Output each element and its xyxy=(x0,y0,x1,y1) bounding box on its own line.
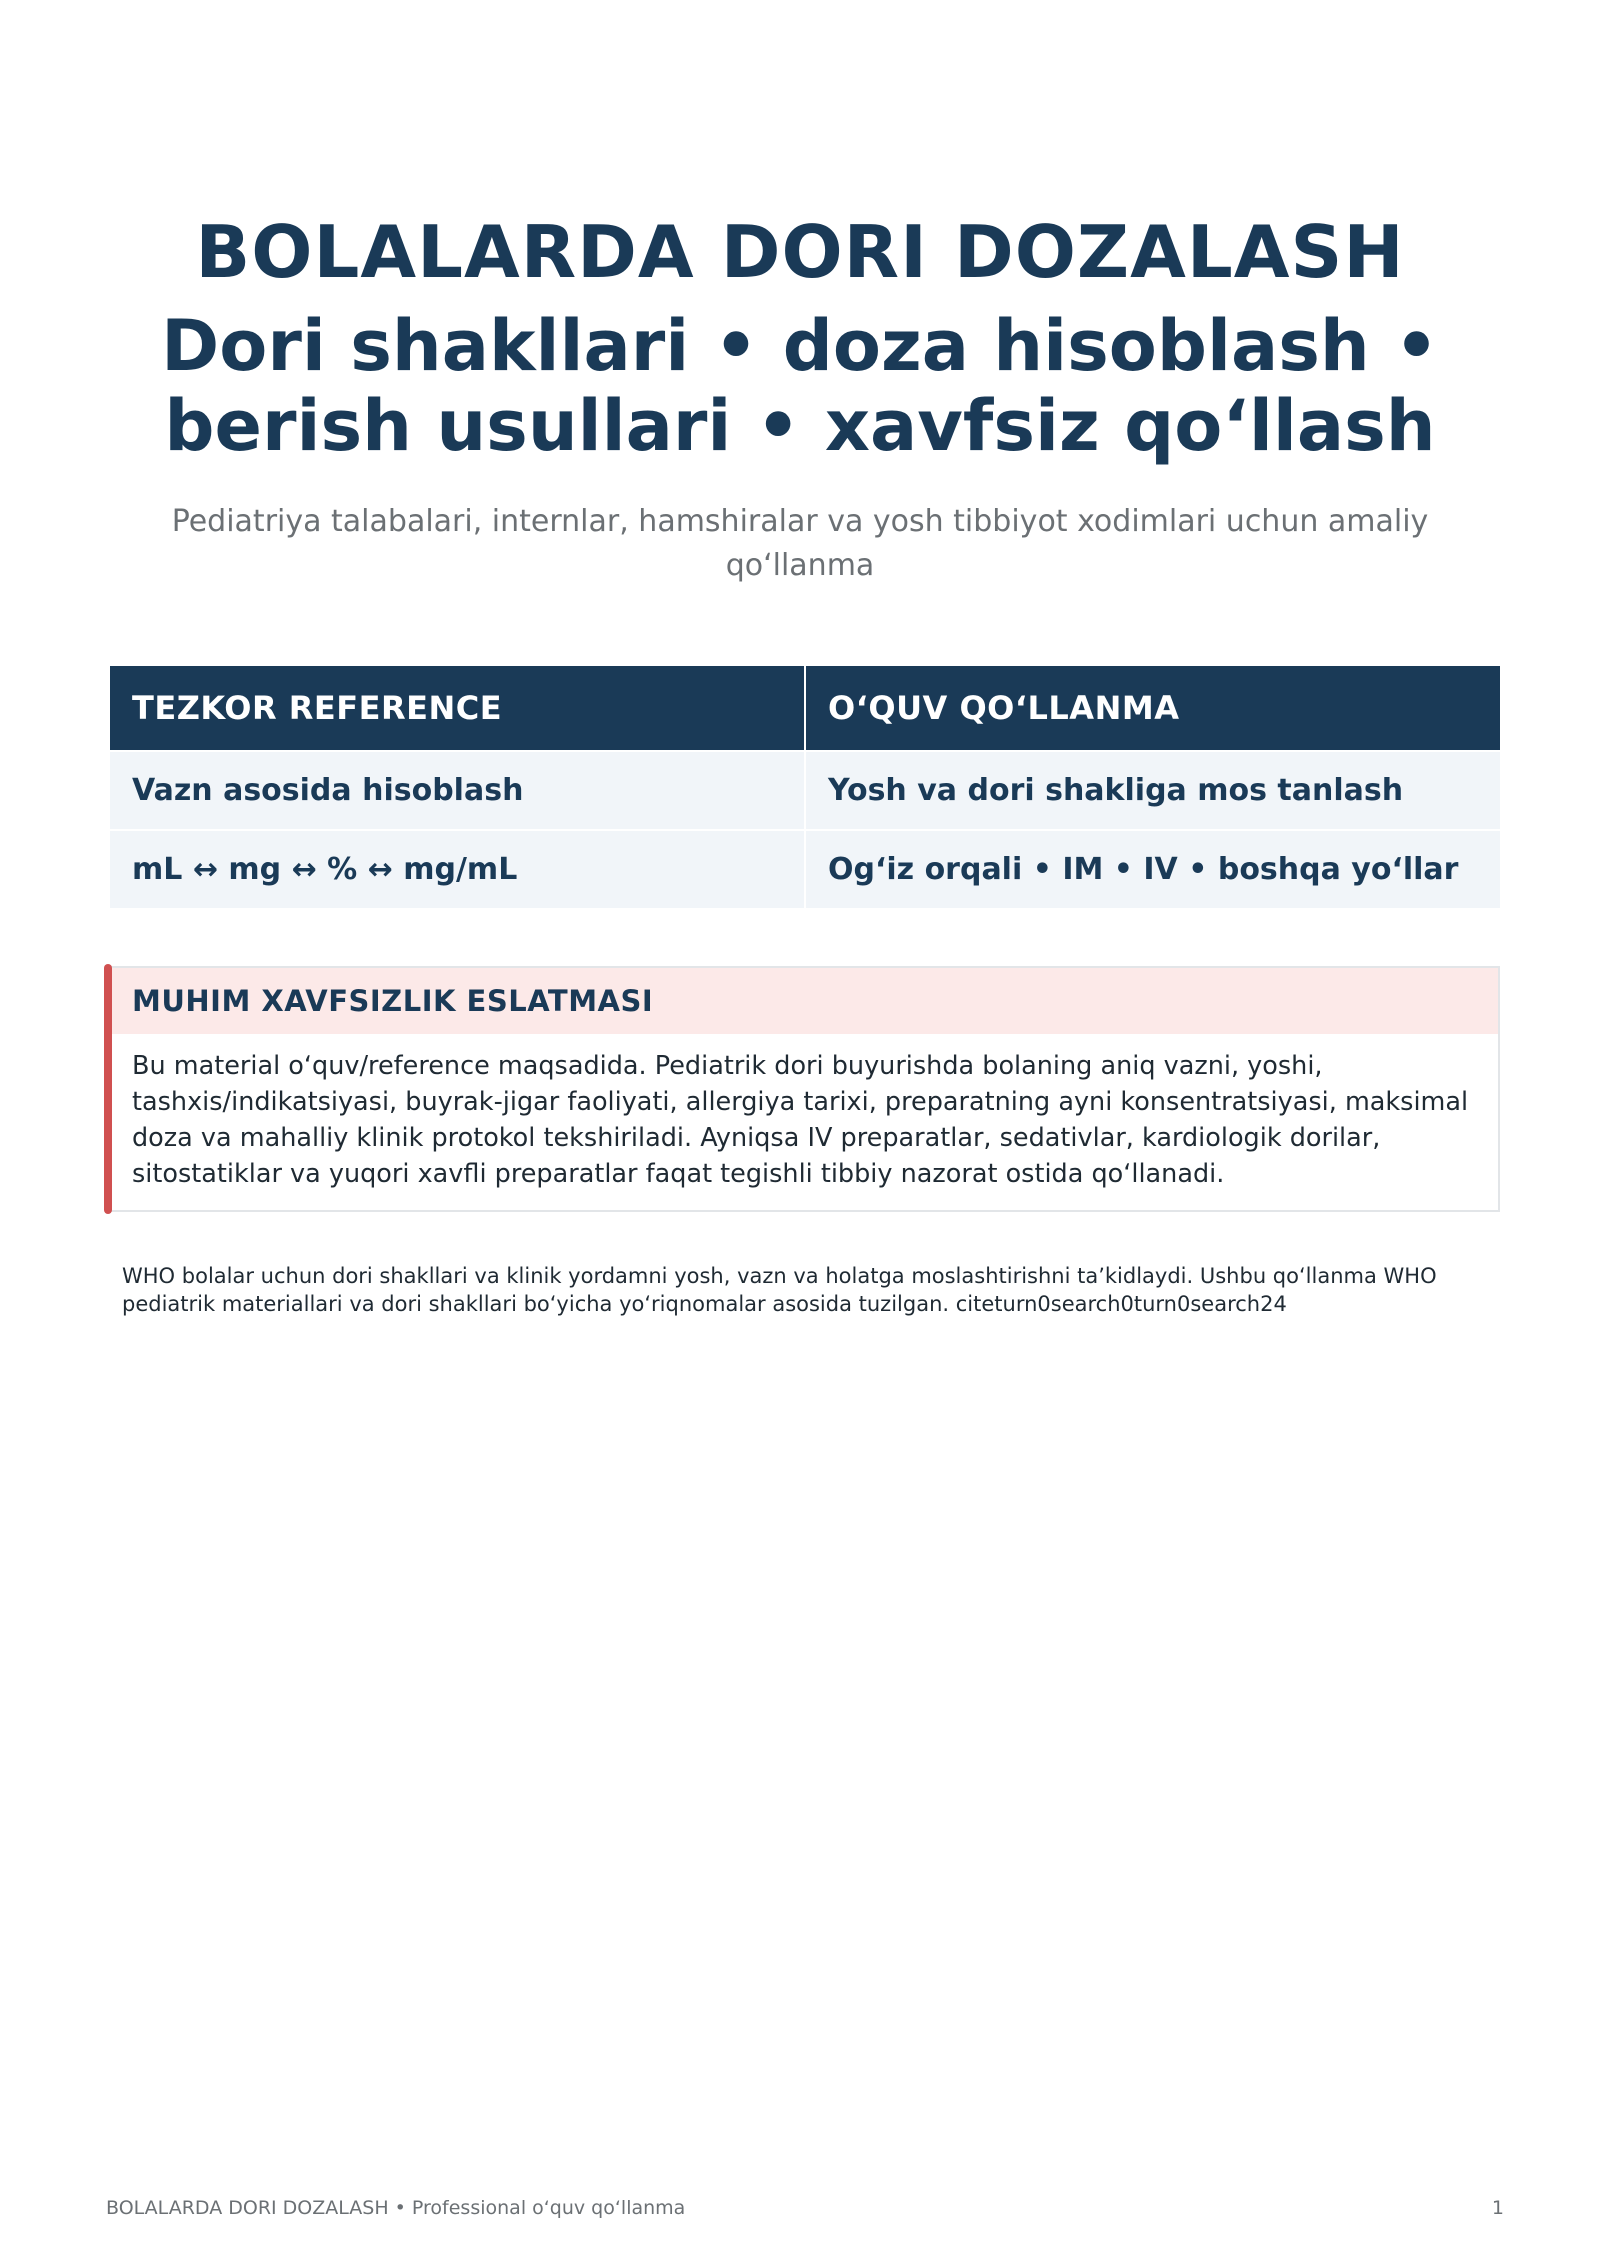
safety-notice-title: MUHIM XAVFSIZLIK ESLATMASI xyxy=(132,984,654,1018)
table-cell: mL ↔ mg ↔ % ↔ mg/mL xyxy=(110,830,805,908)
reference-table xyxy=(110,666,1500,908)
warning-accent-bar xyxy=(104,964,112,1214)
table-cell: Vazn asosida hisoblash xyxy=(110,751,805,830)
table-header-row xyxy=(110,666,1500,751)
safety-notice-box xyxy=(106,966,1500,1212)
safety-notice-body: Bu material oʻquv/reference maqsadida. Pediatrik dori buyurishda bolaning aniq vazni, yoshi, tashxis/indikatsiyasi, buyrak-jigar faoliyati, allergiya tarixi, preparatning ayni konsentratsiyasi, maksimal doza va mahalliy klinik protokol tekshiriladi. Ayniqsa IV preparatlar, sedativlar, kardiologik dorilar, sitostatiklar va yuqori xavfli preparatlar faqat tegishli tibbiy nazorat ostida qoʻllanadi. xyxy=(132,1051,1469,1189)
safety-notice-header xyxy=(108,968,1498,1034)
page-tagline: Pediatriya talabalari, internlar, hamshiralar va yosh tibbiyot xodimlari uchun amaliy qoʻllanma xyxy=(171,504,1429,583)
table-cell: Ogʻiz orqali • IM • IV • boshqa yoʻllar xyxy=(805,830,1500,908)
footer-page-number: 1 xyxy=(1491,2197,1504,2219)
subtitle-line-2: berish usullari • xavfsiz qoʻllash xyxy=(164,385,1436,467)
page-title: BOLALARDA DORI DOZALASH xyxy=(195,210,1405,294)
table-cell: Yosh va dori shakliga mos tanlash xyxy=(805,751,1500,830)
footer-document-title: BOLALARDA DORI DOZALASH • Professional oʻquv qoʻllanma xyxy=(106,2197,686,2219)
table-row xyxy=(110,830,1500,908)
table-header-quick-reference: TEZKOR REFERENCE xyxy=(110,666,805,751)
who-source-note: WHO bolalar uchun dori shakllari va klinik yordamni yosh, vazn va holatga moslashtirishni taʼkidlaydi. Ushbu qoʻllanma WHO pediatrik materiallari va dori shakllari boʻyicha yoʻriqnomalar asosida tuzilgan. cite⁠turn0search0⁠turn0search24 xyxy=(122,1264,1437,1316)
table-row xyxy=(110,751,1500,830)
table-header-study-guide: OʻQUV QOʻLLANMA xyxy=(805,666,1500,751)
subtitle-line-1: Dori shakllari • doza hisoblash • xyxy=(161,305,1439,387)
page-subtitle xyxy=(100,306,1500,466)
